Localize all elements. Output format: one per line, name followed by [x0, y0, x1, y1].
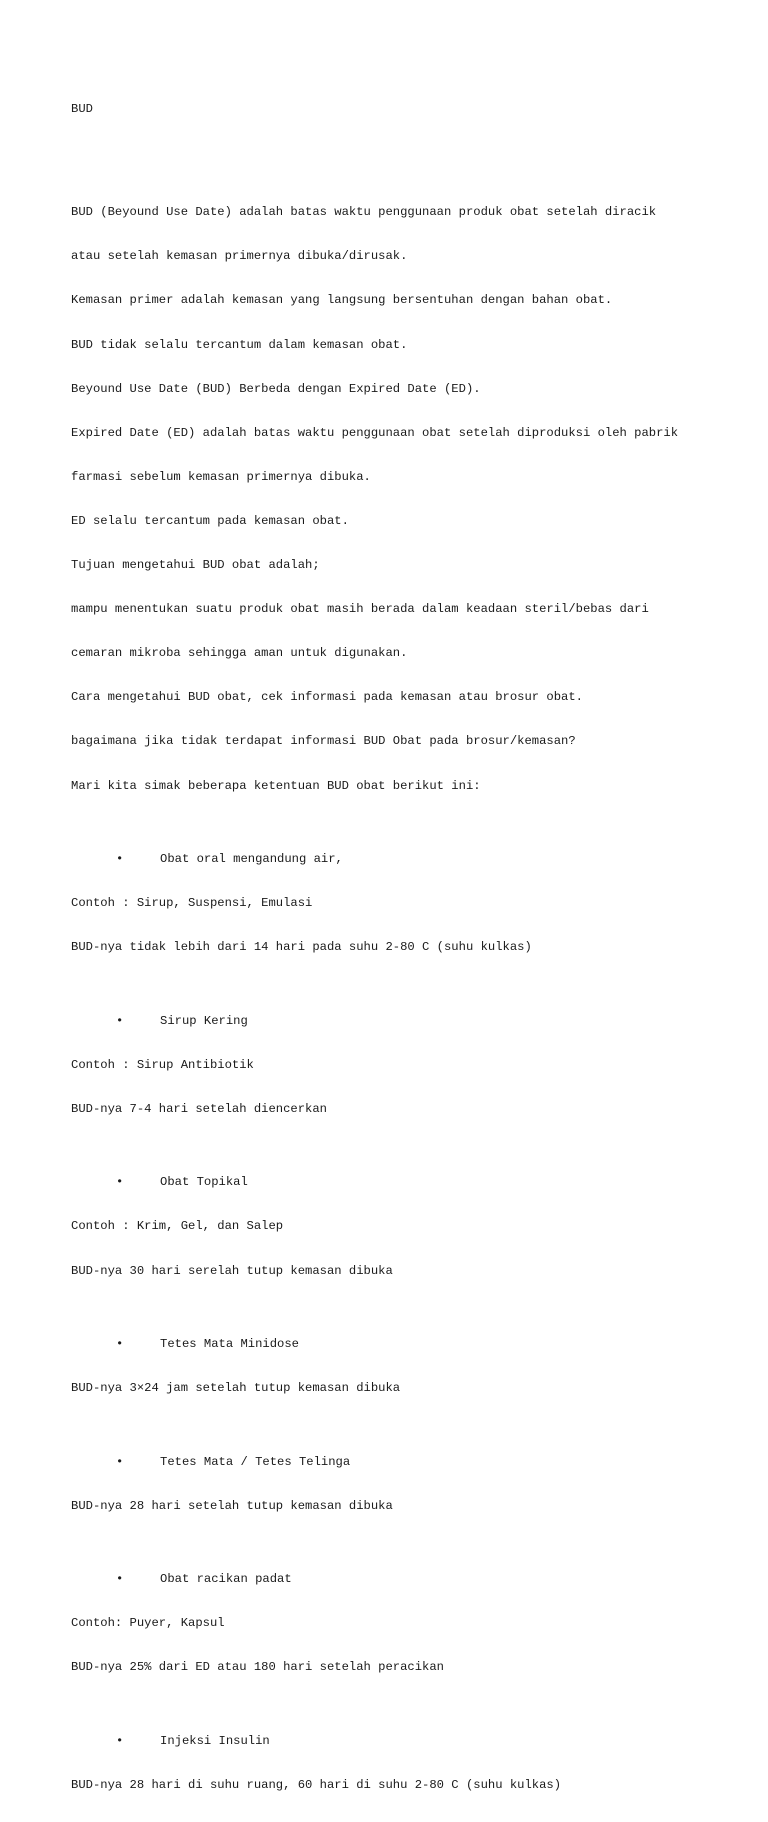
- intro-line: BUD (Beyound Use Date) adalah batas waktu penggunaan produk obat setelah diracik: [71, 205, 657, 220]
- intro-line: BUD tidak selalu tercantum dalam kemasan obat.: [71, 337, 408, 352]
- bullet-item: [71, 1734, 731, 1749]
- item-detail-line: BUD-nya 25% dari ED atau 180 hari setelah peracikan: [71, 1660, 444, 1675]
- item-detail-line: BUD-nya 3×24 jam setelah tutup kemasan dibuka: [71, 1381, 401, 1396]
- document-heading: BUD: [71, 102, 93, 117]
- intro-line: farmasi sebelum kemasan primernya dibuka.: [71, 469, 371, 484]
- item-detail-line: BUD-nya 30 hari serelah tutup kemasan dibuka: [71, 1263, 393, 1278]
- bullet-item-title: Sirup Kering: [160, 1013, 248, 1028]
- bullet-item-title: Tetes Mata / Tetes Telinga: [160, 1454, 351, 1469]
- bullet-item: [71, 1014, 731, 1029]
- item-detail-line: BUD-nya tidak lebih dari 14 hari pada suhu 2-80 C (suhu kulkas): [71, 940, 532, 955]
- intro-line: Mari kita simak beberapa ketentuan BUD obat berikut ini:: [71, 778, 481, 793]
- item-detail-line: BUD-nya 28 hari setelah tutup kemasan dibuka: [71, 1498, 393, 1513]
- bullet-icon: •: [116, 1175, 124, 1190]
- bullet-icon: •: [116, 1013, 124, 1028]
- bullet-item: [71, 1337, 731, 1352]
- intro-line: Kemasan primer adalah kemasan yang langsung bersentuhan dengan bahan obat.: [71, 293, 613, 308]
- document-content: [71, 73, 731, 1822]
- item-detail-line: BUD-nya 7-4 hari setelah diencerkan: [71, 1101, 327, 1116]
- intro-line: atau setelah kemasan primernya dibuka/dirusak.: [71, 249, 408, 264]
- item-detail-line: Contoh : Sirup Antibiotik: [71, 1057, 254, 1072]
- bullet-item-title: Obat Topikal: [160, 1175, 248, 1190]
- bullet-item-title: Obat oral mengandung air,: [160, 852, 343, 867]
- bullet-icon: •: [116, 1572, 124, 1587]
- bullet-item-title: Obat racikan padat: [160, 1572, 292, 1587]
- bullet-item-title: Tetes Mata Minidose: [160, 1337, 299, 1352]
- bullet-icon: •: [116, 1337, 124, 1352]
- intro-line: Cara mengetahui BUD obat, cek informasi pada kemasan atau brosur obat.: [71, 690, 583, 705]
- blank-line: [71, 147, 731, 162]
- item-detail-line: Contoh : Sirup, Suspensi, Emulasi: [71, 896, 313, 911]
- intro-line: Expired Date (ED) adalah batas waktu penggunaan obat setelah diproduksi oleh pabrik: [71, 425, 679, 440]
- bullet-item: [71, 1455, 731, 1470]
- item-detail-line: BUD-nya 28 hari di suhu ruang, 60 hari di suhu 2-80 C (suhu kulkas): [71, 1778, 562, 1793]
- bullet-item-title: Injeksi Insulin: [160, 1733, 270, 1748]
- intro-line: mampu menentukan suatu produk obat masih berada dalam keadaan steril/bebas dari: [71, 602, 649, 617]
- intro-line: bagaimana jika tidak terdapat informasi BUD Obat pada brosur/kemasan?: [71, 734, 576, 749]
- intro-line: ED selalu tercantum pada kemasan obat.: [71, 513, 349, 528]
- intro-line: Beyound Use Date (BUD) Berbeda dengan Expired Date (ED).: [71, 381, 481, 396]
- bullet-icon: •: [116, 1733, 124, 1748]
- intro-line: Tujuan mengetahui BUD obat adalah;: [71, 558, 320, 573]
- bullet-item: [71, 852, 731, 867]
- item-detail-line: Contoh : Krim, Gel, dan Salep: [71, 1219, 284, 1234]
- bullet-item: [71, 1175, 731, 1190]
- bullet-icon: •: [116, 852, 124, 867]
- item-detail-line: Contoh: Puyer, Kapsul: [71, 1616, 225, 1631]
- bullet-item: [71, 1572, 731, 1587]
- intro-line: cemaran mikroba sehingga aman untuk digunakan.: [71, 646, 408, 661]
- bullet-icon: •: [116, 1454, 124, 1469]
